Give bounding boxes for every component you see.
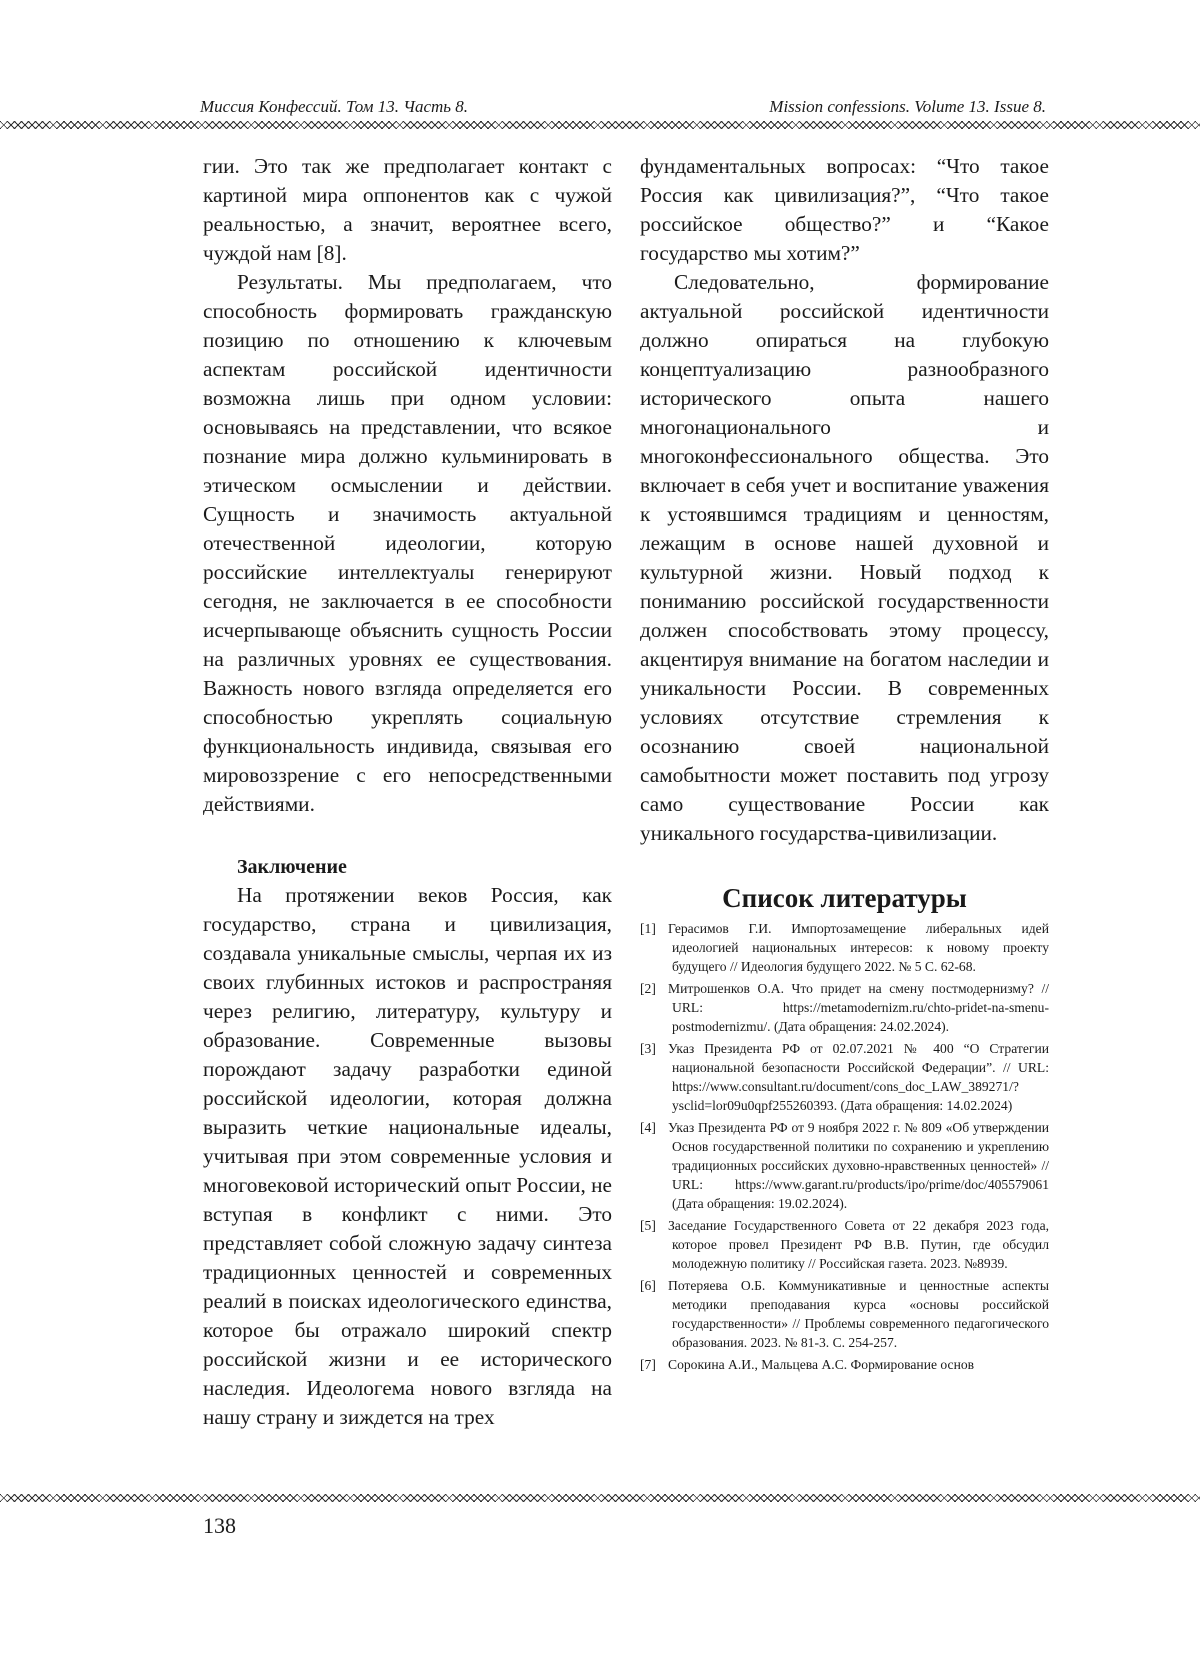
page-number: 138 (203, 1513, 236, 1538)
reference-text: Герасимов Г.И. Импортозамещение либеральных идей идеологией национальных интересов: к новому проекту будущего // Идеология будущего 2022. № 5 С. 62-68. (668, 921, 1049, 974)
journal-title-ru: Миссия Конфессий. Том 13. Часть 8. (200, 97, 469, 116)
header-ornament-rule (0, 121, 1200, 129)
reference-item (640, 919, 1049, 976)
reference-item (640, 1039, 1049, 1115)
reference-item (640, 1118, 1049, 1213)
conclusion-heading: Заключение (237, 856, 347, 878)
reference-number: [7] (640, 1357, 656, 1372)
footer-ornament-rule (0, 1494, 1200, 1502)
reference-number: [2] (640, 981, 656, 996)
reference-number: [6] (640, 1278, 656, 1293)
paragraph-identity: Следовательно, формирование актуальной российской идентичности должно опираться на глубокую концептуализацию разнообразного исторического опыта нашего многонационального и многоконфессионального общества. Это включает в себя учет и воспитание уважения к устоявшимся традициям и ценностям, лежащим в основе нашей духовной и культурной жизни. Новый подход к пониманию российской государственности должен способствовать этому процессу, акцентируя внимание на богатом наследии и уникальности России. В современных условиях отсутствие стремления к осознанию своей национальной самобытности может поставить под угрозу само существование России как уникального государства-цивилизации. (640, 270, 1049, 845)
reference-text: Митрошенков О.А. Что придет на смену постмодернизму? // URL: https://metamodernizm.ru/chto-pridet-na-smenu-postmodernizmu/. (Дата обращения: 24.02.2024). (668, 981, 1049, 1034)
reference-number: [5] (640, 1218, 656, 1233)
reference-item (640, 1355, 1049, 1374)
reference-item (640, 979, 1049, 1036)
reference-number: [4] (640, 1120, 656, 1135)
reference-item (640, 1216, 1049, 1273)
reference-text: Указ Президента РФ от 9 ноября 2022 г. № 809 «Об утверждении Основ государственной политики по сохранению и укреплению традиционных российских духовно-нравственных ценностей» // URL: https://www.garant.ru/products/ipo/prime/doc/405579061 (Дата обращения: 19.02.2024). (668, 1120, 1049, 1211)
paragraph-conclusion: На протяжении веков Россия, как государство, страна и цивилизация, создавала уникальные смыслы, черпая их из своих глубинных истоков и распространяя через религию, литературу, культуру и образование. Современные вызовы порождают задачу разработки единой российской идеологии, которая должна выразить четкие национальные идеалы, учитывая при этом современные условия и многовековой исторический опыт России, не вступая в конфликт с ними. Это представляет собой сложную задачу синтеза традиционных ценностей и современных реалий в поисках идеологического единства, которое бы отражало широкий спектр российской жизни и ее исторического наследия. Идеологема нового взгляда на нашу страну и зиждется на трех (203, 883, 612, 1429)
paragraph-continuation: гии. Это так же предполагает контакт с картиной мира оппонентов как с чужой реальностью, а значит, вероятнее всего, чуждой нам [8]. (203, 154, 612, 265)
reference-text: Сорокина А.И., Мальцева А.С. Формирование основ (668, 1357, 975, 1372)
paragraph-results: Результаты. Мы предполагаем, что способность формировать гражданскую позицию по отношению к ключевым аспектам российской идентичности возможна лишь при одном условии: основываясь на представлении, что всякое познание мира должно кульминировать в этическом осмыслении и действии. Сущность и значимость актуальной отечественной идеологии, которую российские интеллектуалы генерируют сегодня, не заключается в ее способности исчерпывающе объяснить сущность России на различных уровнях ее существования. Важность нового взгляда определяется его способностью укреплять социальную функциональность индивида, связывая его мировоззрение с его непосредственными действиями. (203, 270, 612, 816)
reference-text: Потеряева О.Б. Коммуникативные и ценностные аспекты методики преподавания курса «основы российской государственности» // Проблемы современного педагогического образования. 2023. № 81-3. С. 254-257. (668, 1278, 1049, 1350)
right-column (640, 152, 1049, 1377)
journal-title-en: Mission confessions. Volume 13. Issue 8. (769, 97, 1046, 116)
reference-number: [3] (640, 1041, 656, 1056)
reference-item (640, 1276, 1049, 1352)
paragraph-questions: фундаментальных вопросах: “Что такое Россия как цивилизация?”, “Что такое российское общество?” и “Какое государство мы хотим?” (640, 154, 1049, 265)
running-header (200, 96, 1046, 118)
reference-number: [1] (640, 921, 656, 936)
reference-text: Указ Президента РФ от 02.07.2021 № 400 “О Стратегии национальной безопасности Российской Федерации”. // URL: https://www.consultant.ru/document/cons_doc_LAW_389271/?ysclid=lor09u0qpf255260393. (Дата обращения: 14.02.2024) (668, 1041, 1049, 1113)
reference-text: Заседание Государственного Совета от 22 декабря 2023 года, которое провел Президент РФ В.В. Путин, где обсудил молодежную политику // Российская газета. 2023. №8939. (668, 1218, 1049, 1271)
reference-list (640, 919, 1049, 1374)
references-title: Список литературы (722, 883, 967, 913)
left-column (203, 152, 612, 1432)
